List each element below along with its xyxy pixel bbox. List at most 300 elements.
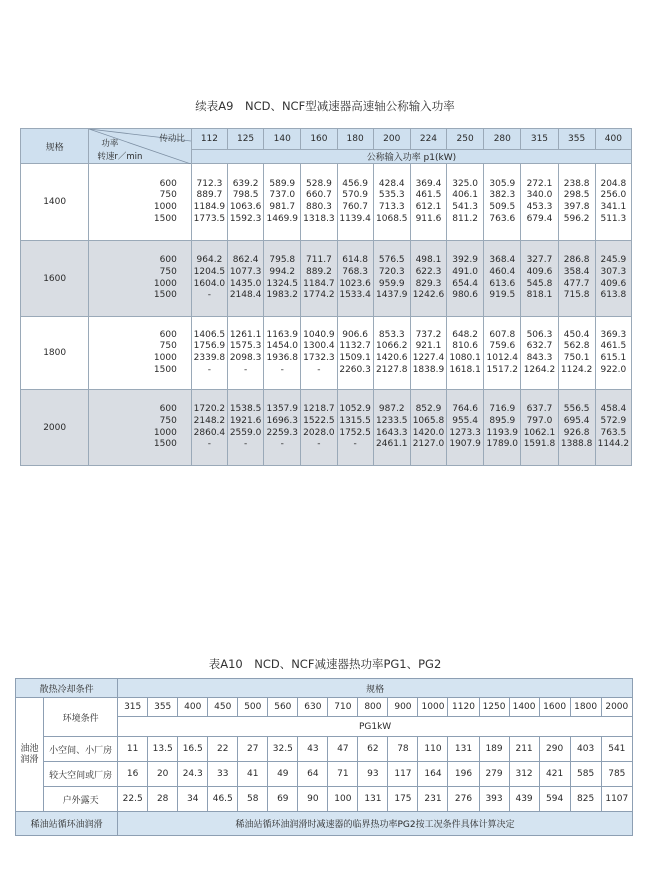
power-value: 613.8	[600, 290, 627, 301]
power-value: 506.3	[526, 329, 553, 340]
power-value: 256.0	[600, 190, 627, 201]
power-cell	[264, 164, 301, 241]
power-value: 307.3	[600, 266, 627, 277]
power-value: 298.5	[563, 190, 590, 201]
ratio-cell: 224	[410, 129, 446, 150]
power-value: 1261.1	[229, 329, 262, 340]
power-value: 1227.4	[412, 353, 445, 363]
speed-value: 750	[159, 266, 177, 277]
power-value: 1789.0	[486, 439, 519, 450]
power-value: 1420.6	[376, 353, 408, 363]
power-value: 711.7	[306, 255, 332, 266]
size-cell: 1120	[448, 698, 479, 717]
power-value: -	[317, 364, 321, 375]
power-value: 2259.3	[266, 427, 298, 438]
thermal-value: 47	[328, 737, 358, 762]
power-value: 238.8	[563, 178, 590, 189]
power-value: 955.4	[452, 415, 478, 426]
power-value: 994.2	[269, 266, 296, 277]
speed-label: 转速r／min	[97, 152, 143, 162]
power-value: 2339.8	[193, 353, 226, 363]
power-cell	[301, 164, 337, 241]
power-value: 843.3	[526, 353, 553, 363]
power-cell	[373, 390, 410, 466]
thermal-value: 312	[509, 762, 539, 787]
power-value: 1696.3	[266, 415, 298, 426]
power-value: 327.7	[526, 255, 553, 266]
power-value: 1012.4	[486, 353, 519, 363]
speed-value: 1500	[153, 364, 177, 375]
power-cell	[410, 164, 446, 241]
power-value: 1643.3	[376, 427, 408, 438]
speed-value: 750	[159, 341, 177, 352]
power-value: 409.6	[526, 266, 553, 277]
power-value: 763.5	[600, 427, 627, 438]
power-value: -	[243, 364, 248, 375]
power-value: 880.3	[306, 202, 332, 212]
thermal-value: 1107	[601, 787, 632, 812]
table-a10-title: 表A10 NCD、NCF减速器热功率PG1、PG2	[208, 657, 442, 671]
power-value: 615.1	[600, 353, 627, 363]
spec-group-row	[21, 241, 632, 317]
power-value: 1604.0	[193, 278, 226, 289]
ratio-cell: 200	[373, 129, 410, 150]
power-value: 622.3	[415, 266, 442, 277]
power-value: 1273.3	[449, 427, 481, 438]
power-value: 760.7	[342, 202, 368, 212]
power-value: 1388.8	[560, 439, 593, 450]
table-a9	[20, 128, 632, 466]
power-value: 759.6	[489, 341, 516, 352]
oil-label-text: 油池润滑	[20, 743, 39, 765]
power-value: 1065.8	[412, 415, 445, 426]
power-value: 392.9	[452, 255, 478, 266]
power-value: 406.1	[452, 190, 478, 201]
size-cell: 710	[328, 698, 358, 717]
power-value: 1756.9	[193, 341, 226, 352]
power-value: 964.2	[196, 255, 223, 266]
size-cell: 1400	[509, 698, 539, 717]
power-value: 491.0	[452, 266, 478, 277]
power-value: 713.3	[378, 202, 405, 212]
ratio-cell: 315	[521, 129, 558, 150]
power-value: 1318.3	[303, 213, 335, 224]
power-value: 750.1	[563, 353, 590, 363]
power-cell	[228, 241, 264, 317]
power-value: 556.5	[563, 404, 590, 415]
power-value: 612.1	[415, 202, 442, 212]
power-cell	[191, 390, 227, 466]
power-value: 545.8	[526, 278, 553, 289]
power-value: 340.0	[526, 190, 553, 201]
power-value: 458.4	[600, 404, 627, 415]
size-cell: 1000	[418, 698, 448, 717]
size-cell: 2000	[601, 698, 632, 717]
table-a10	[15, 678, 633, 836]
power-value: -	[243, 439, 248, 450]
power-value: -	[280, 364, 284, 375]
power-value: 1773.5	[193, 213, 226, 224]
thermal-value: 279	[479, 762, 509, 787]
power-value: 461.5	[415, 190, 442, 201]
power-value: 509.5	[489, 202, 516, 212]
power-value: 818.1	[526, 290, 553, 301]
power-value: 889.2	[306, 266, 332, 277]
power-cell	[521, 317, 558, 390]
thermal-value: 58	[238, 787, 268, 812]
power-cell	[558, 241, 595, 317]
power-value: 906.6	[342, 329, 368, 340]
power-cell	[228, 164, 264, 241]
power-value: 1921.6	[229, 415, 262, 426]
thermal-value: 13.5	[148, 737, 178, 762]
power-cell	[264, 241, 301, 317]
table-a9-title: 续表A9 NCD、NCF型减速器高速轴公称输入功率	[195, 99, 455, 113]
power-cell	[521, 241, 558, 317]
power-cell	[484, 390, 521, 466]
size-cell: 630	[298, 698, 328, 717]
spec-label: 规格	[118, 679, 633, 698]
thermal-value: 24.3	[178, 762, 208, 787]
diagonal-header-cell	[89, 129, 192, 164]
power-value: 1066.2	[376, 341, 408, 352]
power-value: 1040.9	[303, 329, 335, 340]
power-value: 1533.4	[339, 290, 371, 301]
power-value: 1163.9	[266, 329, 298, 340]
size-cell: 900	[388, 698, 418, 717]
power-value: 737.2	[415, 329, 442, 340]
spec-value: 1400	[21, 164, 89, 241]
power-value: 1077.3	[229, 266, 262, 277]
thermal-value: 290	[539, 737, 570, 762]
power-value: 889.7	[196, 190, 223, 201]
cooling-label: 散热冷却条件	[16, 679, 118, 698]
power-value: 862.4	[232, 255, 259, 266]
power-value: 1437.9	[376, 290, 408, 301]
oil-label	[16, 698, 44, 812]
power-value: 1218.7	[303, 404, 335, 415]
power-cell	[410, 390, 446, 466]
power-cell	[558, 390, 595, 466]
power-value: 1023.6	[339, 278, 371, 289]
power-value: 737.0	[269, 190, 296, 201]
power-value: 1575.3	[229, 341, 262, 352]
power-cell	[264, 390, 301, 466]
power-value: 1732.3	[303, 353, 335, 363]
thermal-value: 62	[358, 737, 388, 762]
power-value: -	[207, 364, 212, 375]
power-cell	[558, 164, 595, 241]
power-value: 922.0	[600, 364, 627, 375]
thermal-value: 78	[388, 737, 418, 762]
power-value: 1080.1	[449, 353, 481, 363]
thermal-value: 439	[509, 787, 539, 812]
power-value: 2127.0	[412, 439, 445, 450]
power-value: 614.8	[342, 255, 368, 266]
speed-list	[89, 164, 192, 241]
thermal-value: 28	[148, 787, 178, 812]
speed-value: 1000	[153, 202, 177, 212]
power-cell	[521, 390, 558, 466]
condition-label: 小空间、小厂房	[44, 737, 118, 762]
power-value: 648.2	[452, 329, 478, 340]
power-cell	[264, 317, 301, 390]
power-value: -	[280, 439, 284, 450]
power-value: 852.9	[415, 404, 442, 415]
thermal-row	[16, 737, 633, 762]
power-value: 1132.7	[339, 341, 371, 352]
power-value: 715.8	[563, 290, 590, 301]
power-value: 829.3	[415, 278, 442, 289]
power-cell	[484, 164, 521, 241]
power-value: 720.3	[378, 266, 405, 277]
power-value: 768.3	[342, 266, 368, 277]
thermal-value: 34	[178, 787, 208, 812]
thermal-value: 46.5	[208, 787, 238, 812]
spec-value: 1800	[21, 317, 89, 390]
power-value: 1509.1	[339, 353, 371, 363]
power-cell	[558, 317, 595, 390]
speed-value: 600	[159, 255, 177, 266]
power-value: 1204.5	[193, 266, 226, 277]
thermal-value: 41	[238, 762, 268, 787]
power-value: 763.6	[489, 213, 516, 224]
power-value: 632.7	[526, 341, 553, 352]
power-value: 1752.5	[339, 427, 371, 438]
power-value: -	[317, 439, 321, 450]
thermal-value: 594	[539, 787, 570, 812]
power-value: 477.7	[563, 278, 590, 289]
unit-label-a10: PG1kW	[118, 717, 633, 737]
thermal-row	[16, 762, 633, 787]
speed-value: 1000	[153, 427, 177, 438]
thermal-value: 131	[448, 737, 479, 762]
power-cell	[595, 390, 631, 466]
unit-label: 公称输入功率 p1(kW)	[191, 150, 631, 164]
thermal-value: 276	[448, 787, 479, 812]
power-value: 369.4	[415, 178, 442, 189]
power-cell	[447, 164, 484, 241]
power-cell	[191, 317, 227, 390]
thermal-value: 33	[208, 762, 238, 787]
power-value: 341.1	[600, 202, 627, 212]
power-value: 1774.2	[303, 290, 335, 301]
power-cell	[595, 241, 631, 317]
thermal-value: 22.5	[118, 787, 148, 812]
thermal-value: 421	[539, 762, 570, 787]
thin-oil-label: 稀油站循环油润滑	[16, 812, 118, 836]
power-value: 1139.4	[339, 213, 371, 224]
ratio-label: 传动比	[159, 134, 185, 144]
thermal-value: 231	[418, 787, 448, 812]
power-value: 2559.0	[229, 427, 262, 438]
power-value: 811.2	[452, 213, 478, 224]
ratio-cell: 400	[595, 129, 631, 150]
power-value: 660.7	[306, 190, 332, 201]
power-cell	[447, 241, 484, 317]
speed-value: 1000	[153, 353, 177, 363]
power-value: 980.6	[452, 290, 478, 301]
condition-label: 较大空间或厂房	[44, 762, 118, 787]
power-value: 695.4	[563, 415, 590, 426]
power-cell	[447, 317, 484, 390]
ratio-cell: 160	[301, 129, 337, 150]
power-cell	[484, 241, 521, 317]
speed-list	[89, 317, 192, 390]
power-value: 368.4	[489, 255, 516, 266]
speed-list	[89, 390, 192, 466]
ratio-cell: 180	[337, 129, 373, 150]
power-value: 325.0	[452, 178, 478, 189]
power-value: 596.2	[563, 213, 590, 224]
thin-oil-note: 稀油站循环油润滑时减速器的临界热功率PG2按工况条件具体计算决定	[118, 812, 633, 836]
power-value: 2260.3	[339, 364, 371, 375]
condition-label: 户外露天	[44, 787, 118, 812]
power-value: 895.9	[489, 415, 516, 426]
power-cell	[595, 317, 631, 390]
size-cell: 1800	[570, 698, 601, 717]
thermal-value: 11	[118, 737, 148, 762]
env-label: 环境条件	[44, 698, 118, 737]
power-value: 2148.4	[229, 290, 262, 301]
power-value: 382.3	[489, 190, 516, 201]
power-value: 305.9	[489, 178, 516, 189]
power-value: 1264.2	[523, 364, 556, 375]
power-value: 1469.9	[266, 213, 298, 224]
power-cell	[373, 241, 410, 317]
thermal-value: 16	[118, 762, 148, 787]
power-value: 797.0	[526, 415, 553, 426]
power-value: -	[207, 439, 212, 450]
power-value: 570.9	[342, 190, 368, 201]
size-cell: 500	[238, 698, 268, 717]
thermal-value: 71	[328, 762, 358, 787]
thermal-value: 100	[328, 787, 358, 812]
thermal-row	[16, 787, 633, 812]
power-value: 798.5	[232, 190, 259, 201]
power-value: 1063.6	[229, 202, 262, 212]
power-value: 639.2	[232, 178, 259, 189]
power-cell	[595, 164, 631, 241]
power-value: 1618.1	[449, 364, 481, 375]
power-value: 1357.9	[266, 404, 298, 415]
power-value: 1124.2	[560, 364, 593, 375]
power-value: 1454.0	[266, 341, 298, 352]
speed-value: 1500	[153, 213, 177, 224]
thermal-value: 117	[388, 762, 418, 787]
thermal-value: 189	[479, 737, 509, 762]
thermal-value: 43	[298, 737, 328, 762]
power-cell	[191, 164, 227, 241]
power-value: 810.6	[452, 341, 478, 352]
power-value: 654.4	[452, 278, 478, 289]
speed-value: 750	[159, 190, 177, 201]
ratio-cell: 112	[191, 129, 227, 150]
power-value: 1242.6	[412, 290, 445, 301]
power-value: 2148.2	[193, 415, 226, 426]
power-value: 1936.8	[266, 353, 298, 363]
thermal-value: 16.5	[178, 737, 208, 762]
power-value: 1300.4	[303, 341, 335, 352]
ratio-cell: 280	[484, 129, 521, 150]
power-value: 959.9	[378, 278, 405, 289]
power-value: 456.9	[342, 178, 368, 189]
power-value: -	[207, 290, 212, 301]
power-value: 1233.5	[376, 415, 408, 426]
power-value: 1406.5	[193, 329, 226, 340]
size-cell: 800	[358, 698, 388, 717]
power-value: 589.9	[269, 178, 296, 189]
thermal-value: 541	[601, 737, 632, 762]
power-cell	[301, 390, 337, 466]
power-value: 1591.8	[523, 439, 556, 450]
power-value: 286.8	[563, 255, 590, 266]
power-value: 2461.1	[376, 439, 408, 450]
power-value: 1517.2	[486, 364, 519, 375]
thermal-value: 785	[601, 762, 632, 787]
ratio-cell: 140	[264, 129, 301, 150]
speed-value: 1500	[153, 439, 177, 450]
power-value: 528.9	[306, 178, 332, 189]
power-value: 987.2	[378, 404, 405, 415]
power-value: 2098.3	[229, 353, 262, 363]
thermal-value: 393	[479, 787, 509, 812]
power-value: 716.9	[489, 404, 516, 415]
thermal-value: 90	[298, 787, 328, 812]
power-value: 576.5	[378, 255, 405, 266]
speed-value: 600	[159, 404, 177, 415]
power-value: 409.6	[600, 278, 627, 289]
spec-value: 2000	[21, 390, 89, 466]
power-value: 204.8	[600, 178, 627, 189]
power-cell	[484, 317, 521, 390]
power-value: 1522.5	[303, 415, 335, 426]
thermal-value: 32.5	[268, 737, 298, 762]
power-value: 1435.0	[229, 278, 262, 289]
power-value: 607.8	[489, 329, 516, 340]
power-value: 853.3	[378, 329, 405, 340]
power-value: 460.4	[489, 266, 516, 277]
power-value: 1052.9	[339, 404, 371, 415]
power-value: 572.9	[600, 415, 627, 426]
power-value: 1983.2	[266, 290, 298, 301]
speed-value: 1500	[153, 290, 177, 301]
power-value: 1420.0	[412, 427, 445, 438]
power-cell	[228, 390, 264, 466]
thermal-value: 22	[208, 737, 238, 762]
spec-group-row	[21, 317, 632, 390]
power-value: 1062.1	[523, 427, 556, 438]
thermal-value: 93	[358, 762, 388, 787]
power-value: 245.9	[600, 255, 627, 266]
thermal-value: 211	[509, 737, 539, 762]
power-value: 1193.9	[486, 427, 519, 438]
speed-value: 600	[159, 329, 177, 340]
power-value: 1144.2	[597, 439, 630, 450]
power-cell	[521, 164, 558, 241]
power-cell	[228, 317, 264, 390]
thermal-value: 20	[148, 762, 178, 787]
power-value: 1538.5	[229, 404, 262, 415]
power-value: 921.1	[415, 341, 442, 352]
spec-group-row	[21, 164, 632, 241]
thermal-value: 585	[570, 762, 601, 787]
size-cell: 400	[178, 698, 208, 717]
speed-list	[89, 241, 192, 317]
thermal-value: 131	[358, 787, 388, 812]
spec-group-row	[21, 390, 632, 466]
power-cell	[410, 317, 446, 390]
